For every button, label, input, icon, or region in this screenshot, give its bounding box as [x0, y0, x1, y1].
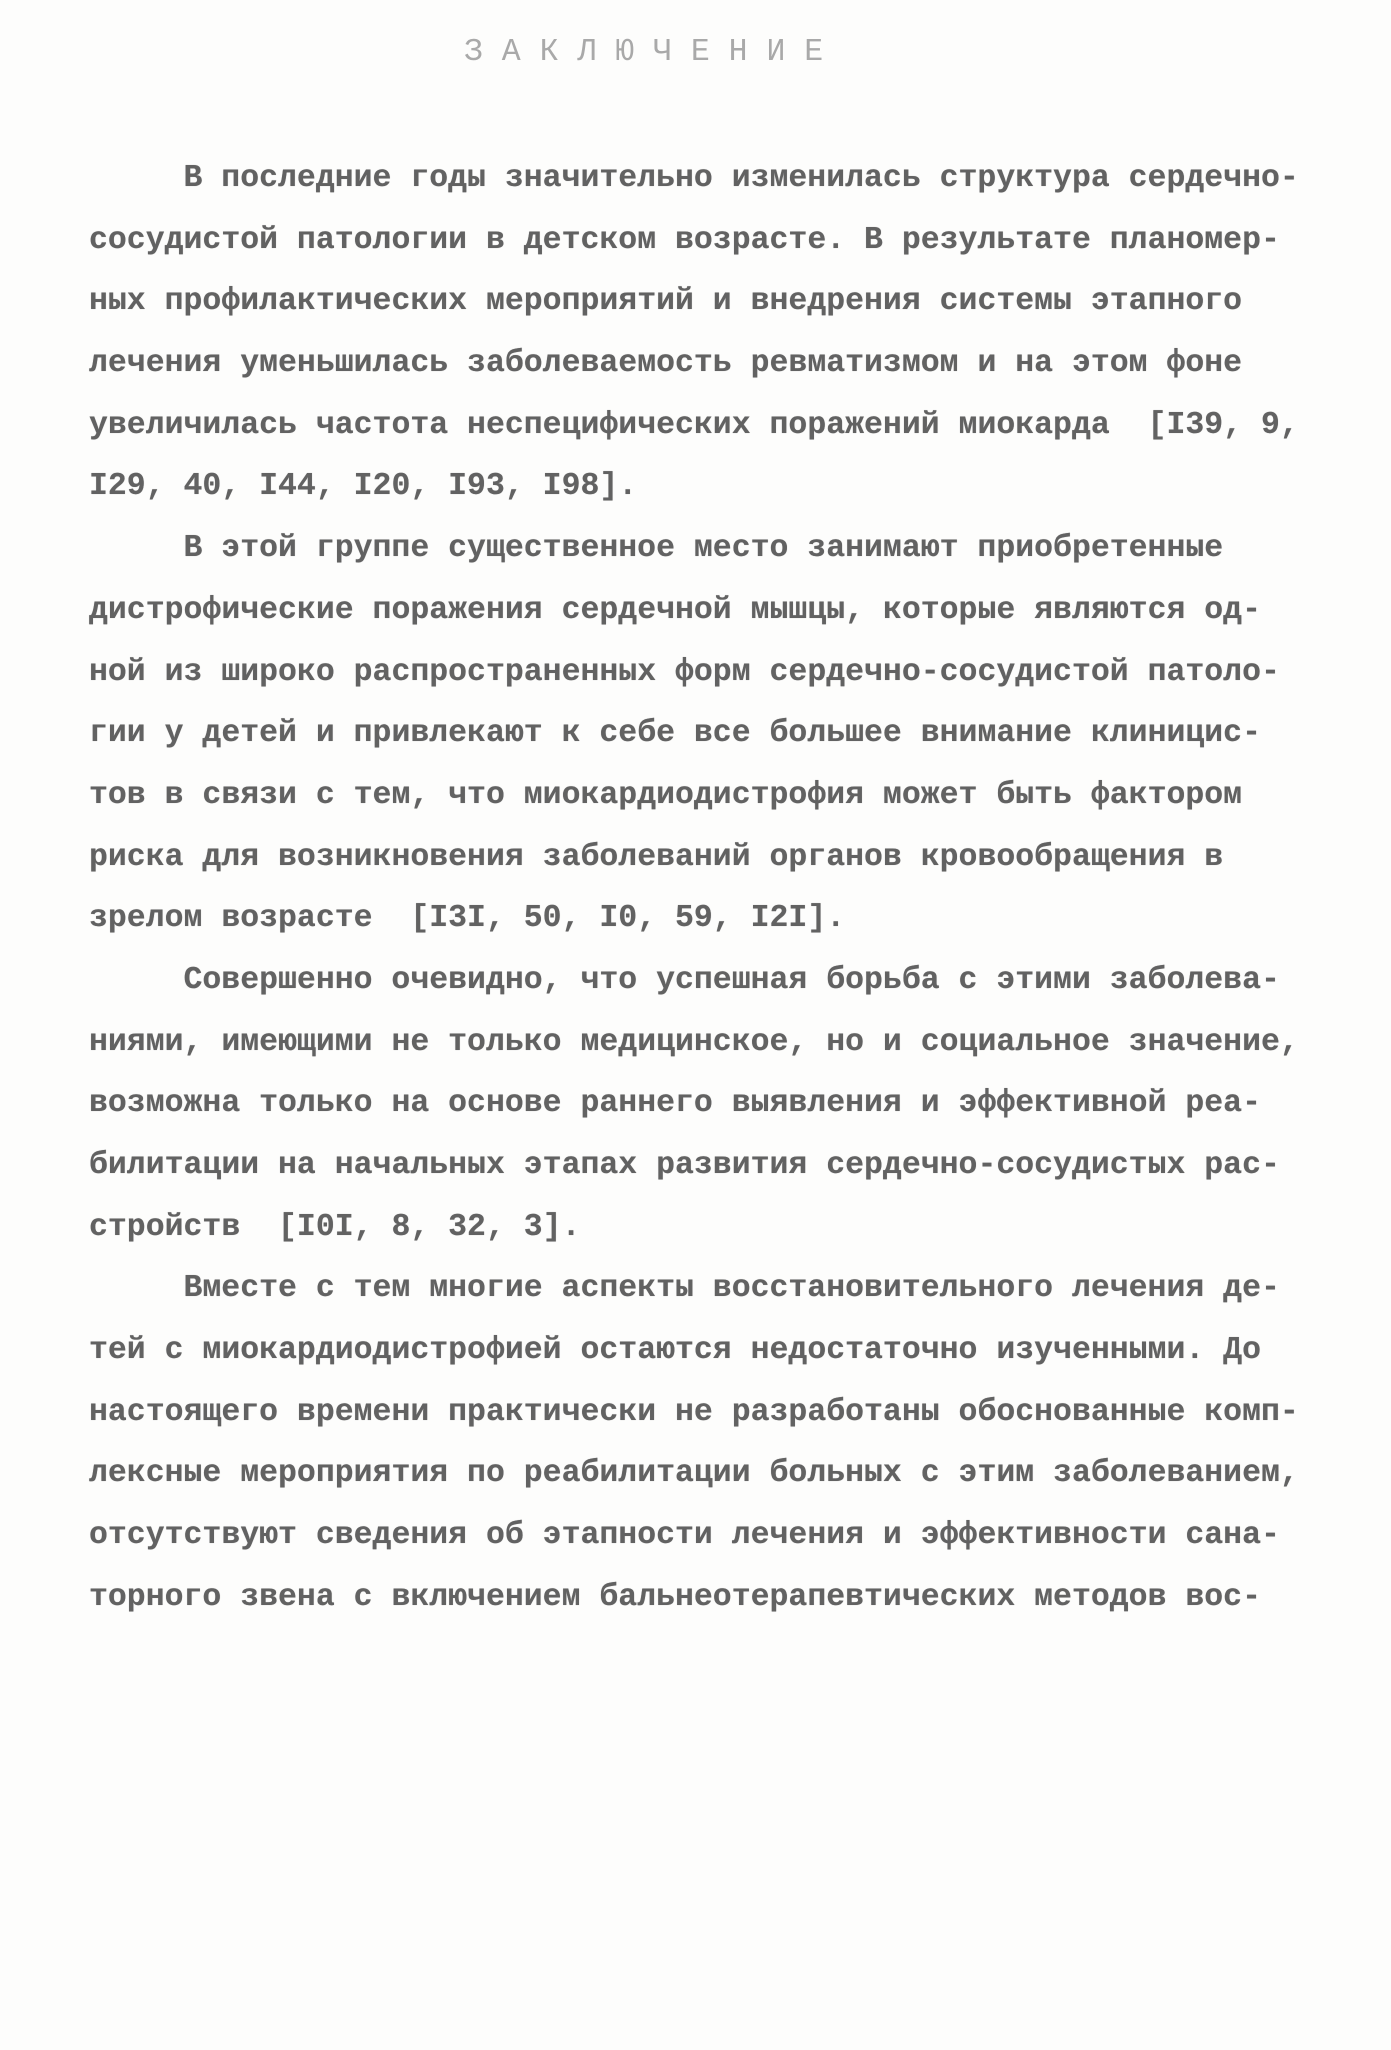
- paragraph-1: [89, 148, 1349, 518]
- text-line: тов в связи с тем, что миокардиодистрофия может быть фактором: [89, 777, 1243, 813]
- text-line: Совершенно очевидно, что успешная борьба с этими заболева-: [183, 962, 1280, 998]
- text-line: риска для возникновения заболеваний органов кровообращения в: [89, 839, 1224, 875]
- page-title: З А К Л Ю Ч Е Н И Е: [464, 35, 824, 70]
- text-line: увеличилась частота неспецифических поражений миокарда [I39, 9,: [89, 407, 1299, 443]
- text-line: настоящего времени практически не разработаны обоснованные комп-: [89, 1394, 1299, 1430]
- text-line: В этой группе существенное место занимают приобретенные: [183, 531, 1224, 567]
- paragraph-3: [89, 950, 1349, 1258]
- text-line: сосудистой патологии в детском возрасте. В результате планомер-: [89, 222, 1280, 258]
- text-line: торного звена с включением бальнеотерапевтических методов вос-: [89, 1579, 1261, 1615]
- text-line: лексные мероприятия по реабилитации больных с этим заболеванием,: [89, 1456, 1299, 1492]
- text-line: отсутствуют сведения об этапности лечения и эффективности сана-: [89, 1518, 1280, 1554]
- paragraph-4: [89, 1258, 1349, 1628]
- text-line: стройств [I0I, 8, 32, 3].: [89, 1209, 581, 1245]
- text-line: зрелом возрасте [I3I, 50, I0, 59, I2I].: [89, 901, 846, 937]
- text-line: ных профилактических мероприятий и внедрения системы этапного: [89, 284, 1243, 320]
- body-text: [89, 148, 1349, 1629]
- text-line: Вместе с тем многие аспекты восстановительного лечения де-: [183, 1271, 1280, 1307]
- text-line: В последние годы значительно изменилась структура сердечно-: [183, 161, 1299, 196]
- text-line: тей с миокардиодистрофией остаются недостаточно изученными. До: [89, 1333, 1261, 1369]
- text-line: гии у детей и привлекают к себе все большее внимание клиницис-: [89, 716, 1261, 752]
- text-line: ниями, имеющими не только медицинское, но и социальное значение,: [89, 1024, 1299, 1060]
- text-line: дистрофические поражения сердечной мышцы, которые являются од-: [89, 592, 1261, 628]
- text-line: билитации на начальных этапах развития сердечно-сосудистых рас-: [89, 1148, 1280, 1183]
- text-line: ной из широко распространенных форм сердечно-сосудистой патоло-: [89, 654, 1280, 690]
- text-line: I29, 40, I44, I20, I93, I98].: [89, 469, 638, 505]
- text-line: возможна только на основе раннего выявления и эффективной реа-: [89, 1086, 1261, 1122]
- text-line: лечения уменьшилась заболеваемость ревматизмом и на этом фоне: [89, 346, 1243, 382]
- paragraph-2: [89, 518, 1349, 950]
